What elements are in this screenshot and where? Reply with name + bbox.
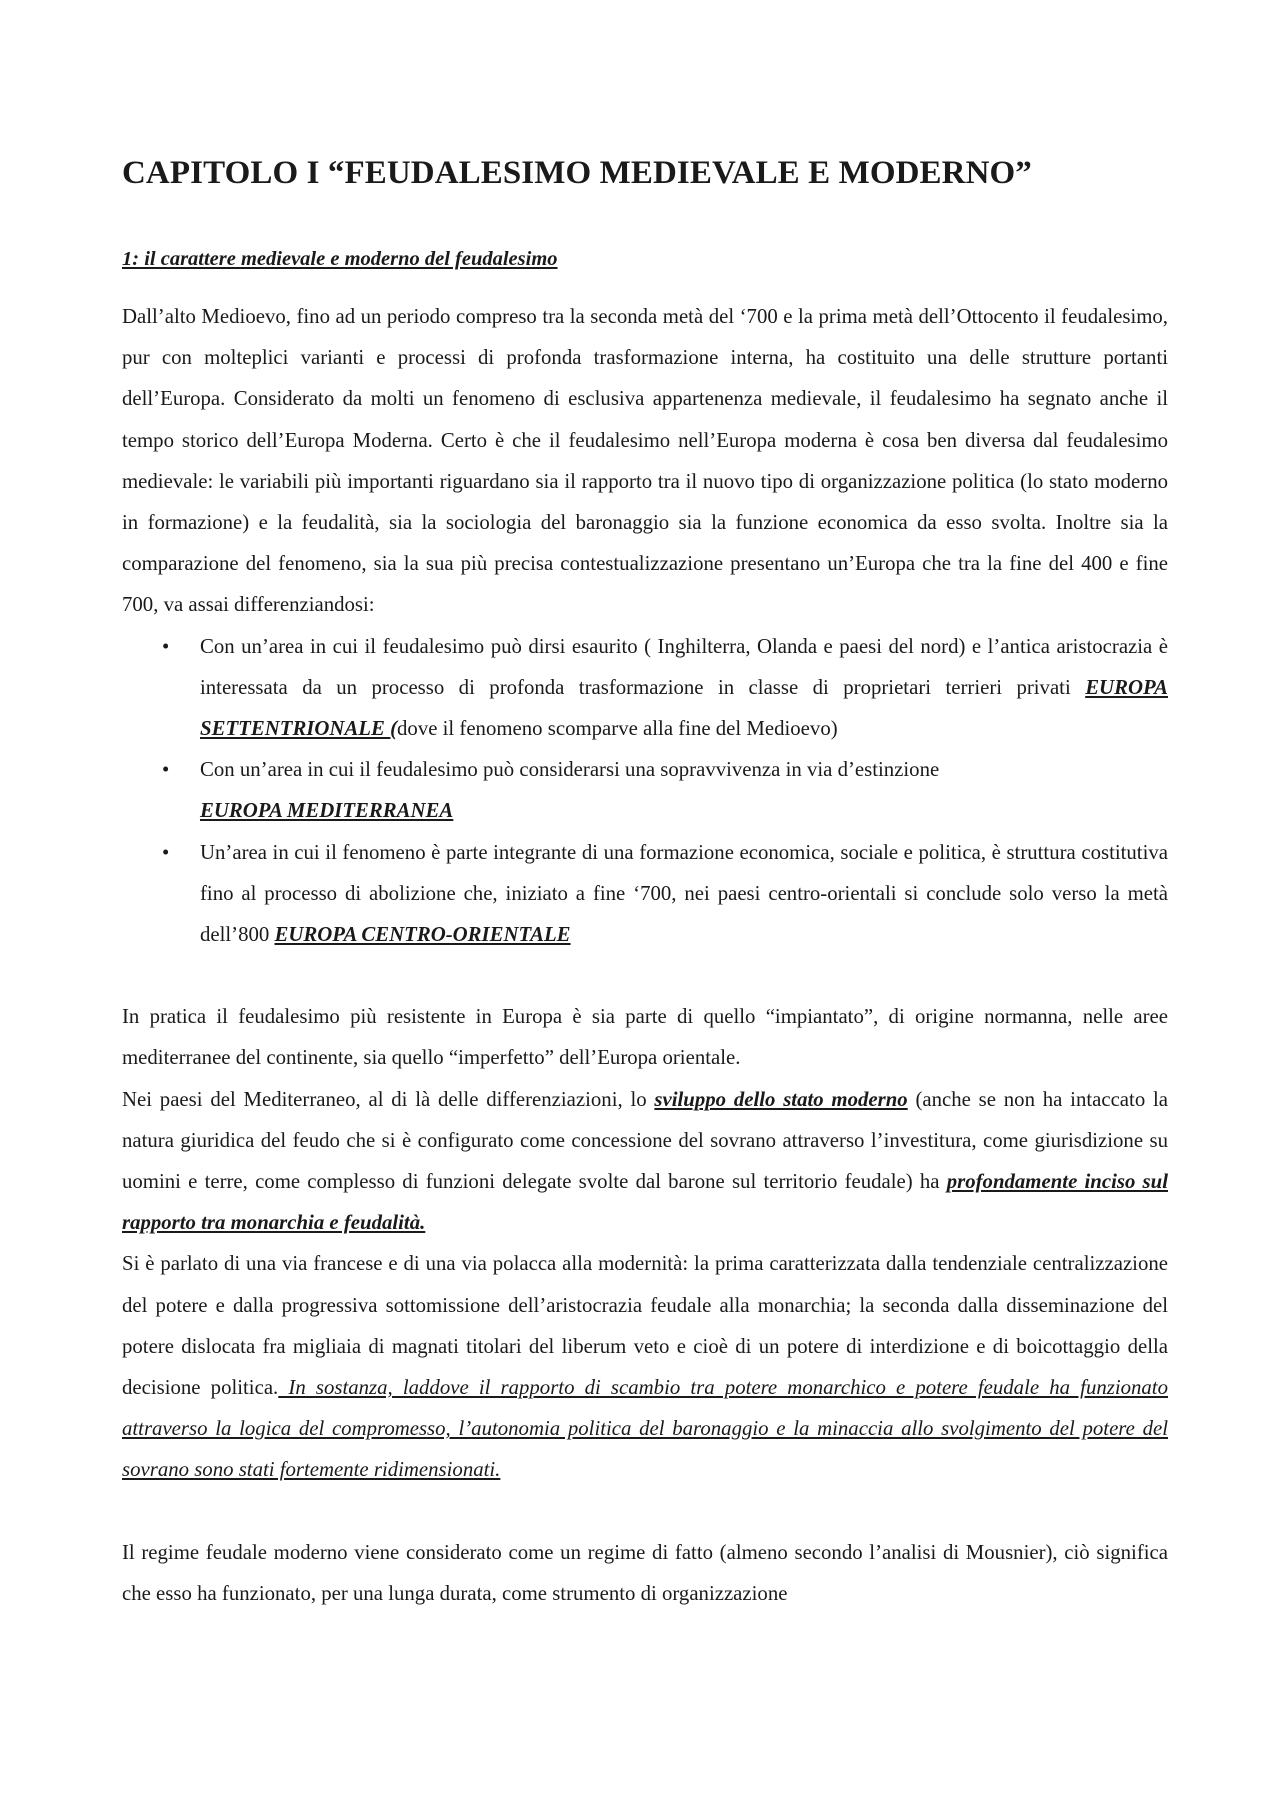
bullet-text: Con un’area in cui il feudalesimo può considerarsi una sopravvivenza in via d’estinzione	[200, 758, 940, 782]
document-body	[122, 296, 1168, 1614]
text-run: (anche se non ha intaccato la natura giuridica del feudo che si è configurato come concessione del sovrano attraverso l’investitura, come giurisdizione su uomini e terre, come complesso di funzioni delegate svolte dal barone sul territorio feudale) ha	[122, 1087, 1169, 1194]
text-run: Si è parlato di una via francese e di una via polacca alla modernità: la prima caratterizzata dalla tendenziale centralizzazione del potere e dalla progressiva sottomissione dell’aristocrazia feudale alla monarchia; la seconda dalla disseminazione del potere dislocata fra migliaia di magnati titolari del liberum veto e cioè di un potere di interdizione e di boicottaggio della decisione politica.	[122, 1252, 1168, 1400]
section-heading: 1: il carattere medievale e moderno del feudalesimo	[122, 248, 558, 270]
bullet-text: Con un’area in cui il feudalesimo può dirsi esaurito ( Inghilterra, Olanda e paesi del nord) e l’antica aristocrazia è interessata da un processo di profonda trasformazione in classe di proprietari terrieri privati	[200, 634, 1168, 699]
paragraph-french-polish	[122, 1243, 1168, 1490]
chapter-title: CAPITOLO I “FEUDALESIMO MEDIEVALE E MODERNO”	[122, 155, 1032, 191]
paragraph-mediterranean	[122, 1079, 1168, 1244]
paragraph-modern-regime: Il regime feudale moderno viene considerato come un regime di fatto (almeno secondo l’analisi di Mousnier), ciò significa che esso ha funzionato, per una lunga durata, come strumento di organizzazione	[122, 1540, 1168, 1605]
bullet-item	[122, 832, 1168, 956]
emphasis-modern-state: sviluppo dello stato moderno	[654, 1087, 908, 1111]
emphasis-compromise: In sostanza, laddove il rapporto di scambio tra potere monarchico e potere feudale ha funzionato attraverso la logica del compromesso, l’autonomia politica del baronaggio e la minaccia allo svolgimento del potere del sovrano sono stati fortemente ridimensionati.	[122, 1376, 1168, 1482]
bullet-item	[122, 626, 1168, 750]
bullet-text-after: dove il fenomeno scomparve alla fine del Medioevo)	[397, 717, 838, 741]
bullet-list	[122, 626, 1168, 956]
bullet-emphasis: EUROPA CENTRO-ORIENTALE	[274, 923, 571, 947]
text-run: Nei paesi del Mediterraneo, al di là delle differenziazioni, lo	[122, 1087, 655, 1111]
paragraph-intro: Dall’alto Medioevo, fino ad un periodo compreso tra la seconda metà del ‘700 e la prima metà dell’Ottocento il feudalesimo, pur con molteplici varianti e processi di profonda trasformazione interna, ha costituito una delle strutture portanti dell’Europa. Considerato da molti un fenomeno di esclusiva appartenenza medievale, il feudalesimo ha segnato anche il tempo storico dell’Europa Moderna. Certo è che il feudalesimo nell’Europa moderna è cosa ben diversa dal feudalesimo medievale: le variabili più importanti riguardano sia il rapporto tra il nuovo tipo di organizzazione politica (lo stato moderno in formazione) e la feudalità, sia la sociologia del baronaggio sia la funzione economica da esso svolta. Inoltre sia la comparazione del fenomeno, sia la sua più precisa contestualizzazione presentano un’Europa che tra la fine del 400 e fine 700, va assai differenziandosi:	[122, 305, 1168, 617]
bullet-emphasis: EUROPA SETTENTRIONALE (	[200, 675, 1168, 741]
bullet-text: Un’area in cui il fenomeno è parte integrante di una formazione economica, sociale e politica, è struttura costitutiva fino al processo di abolizione che, iniziato a fine ‘700, nei paesi centro-orientali si conclude solo verso la metà dell’800	[200, 840, 1168, 947]
paragraph-resistant-feudalism: In pratica il feudalesimo più resistente in Europa è sia parte di quello “impiantato”, di origine normanna, nelle aree mediterranee del continente, sia quello “imperfetto” dell’Europa orientale.	[122, 1005, 1168, 1070]
emphasis-monarchy-feudality: profondamente inciso sul rapporto tra monarchia e feudalità.	[122, 1170, 1168, 1235]
bullet-item	[122, 749, 1168, 831]
bullet-emphasis: EUROPA MEDITERRANEA	[200, 799, 454, 823]
